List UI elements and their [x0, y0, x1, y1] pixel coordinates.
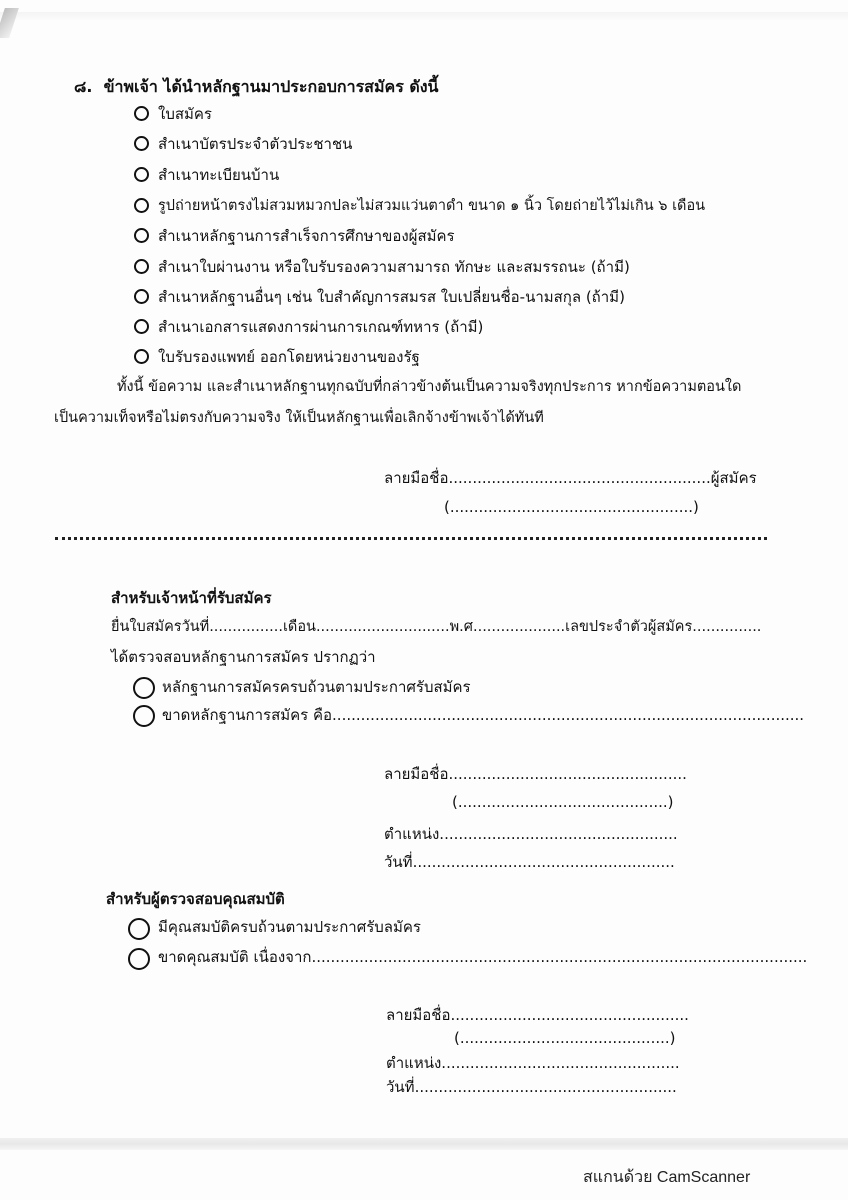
qualification-signature-field[interactable]: ลายมือชื่อ.................................................. [386, 1006, 689, 1024]
scan-top-edge [0, 12, 848, 20]
section-divider [55, 537, 767, 540]
qualification-position-field[interactable]: ตำแหน่ง.................................................. [386, 1054, 680, 1072]
radio-circle-icon[interactable] [134, 106, 149, 121]
officer-signature-field[interactable]: ลายมือชื่อ.................................................. [384, 765, 687, 783]
officer-name-field[interactable]: (............................................) [452, 793, 674, 811]
qualification-name-field[interactable]: (............................................) [454, 1029, 676, 1047]
qualification-option-label: มีคุณสมบัติครบถ้วนตามประกาศรับลมัคร [158, 918, 421, 936]
section8-item-label: ใบสมัคร [158, 105, 212, 123]
applicant-signature-field[interactable]: ลายมือชื่อ.......................................................ผู้สมัคร [384, 469, 757, 487]
scan-corner-shadow [0, 8, 19, 38]
radio-circle-icon[interactable] [133, 677, 155, 699]
qualification-option-label[interactable]: ขาดคุณสมบัติ เนื่องจาก........................................................................................................ [158, 948, 808, 966]
applicant-name-field[interactable]: (...................................................) [444, 498, 699, 516]
section8-title: ข้าพเจ้า ได้นำหลักฐานมาประกอบการสมัคร ดังนี้ [103, 77, 439, 96]
radio-circle-icon[interactable] [134, 136, 149, 151]
radio-circle-icon[interactable] [134, 198, 149, 213]
radio-circle-icon[interactable] [133, 705, 155, 727]
radio-circle-icon[interactable] [134, 228, 149, 243]
section8-heading [74, 77, 439, 97]
section8-item-label: สำเนาทะเบียนบ้าน [158, 166, 280, 184]
radio-circle-icon[interactable] [128, 918, 150, 940]
section8-item-label: ใบรับรองแพทย์ ออกโดยหน่วยงานของรัฐ [158, 348, 420, 366]
officer-submit-line[interactable]: ยื่นใบสมัครวันที่................เดือน.............................พ.ศ....................เลขประจำตัวผู้สมัคร............... [111, 619, 762, 635]
section8-item-label: รูปถ่ายหน้าตรงไม่สวมหมวกปละไม่สวมแว่นตาดำ ขนาด ๑ นิ้ว โดยถ่ายไว้ไม่เกิน ๖ เดือน [158, 198, 706, 214]
section8-item-label: สำเนาใบผ่านงาน หรือใบรับรองความสามารถ ทักษะ และสมรรถนะ (ถ้ามี) [158, 258, 630, 276]
section8-item-label: สำเนาหลักฐานการสำเร็จการศึกษาของผู้สมัคร [158, 227, 455, 245]
scan-bottom-edge [0, 1138, 848, 1150]
declaration-line-2: เป็นความเท็จหรือไม่ตรงกับความจริง ให้เป็นหลักฐานเพื่อเลิกจ้างข้าพเจ้าได้ทันที [54, 410, 544, 426]
radio-circle-icon[interactable] [134, 259, 149, 274]
officer-position-field[interactable]: ตำแหน่ง.................................................. [384, 825, 678, 843]
radio-circle-icon[interactable] [134, 167, 149, 182]
radio-circle-icon[interactable] [134, 319, 149, 334]
declaration-line-1: ทั้งนี้ ข้อความ และสำเนาหลักฐานทุกฉบับที่กล่าวข้างต้นเป็นความจริงทุกประการ หากข้อความตอนใด [117, 379, 742, 395]
officer-check-line: ได้ตรวจสอบหลักฐานการสมัคร ปรากฏว่า [111, 648, 376, 666]
radio-circle-icon[interactable] [128, 948, 150, 970]
section8-number: ๘. [74, 77, 93, 96]
section8-item-label: สำเนาบัตรประจำตัวประชาชน [158, 135, 353, 153]
radio-circle-icon[interactable] [134, 349, 149, 364]
qualification-heading: สำหรับผู้ตรวจสอบคุณสมบัติ [106, 890, 285, 908]
camscanner-watermark: สแกนด้วย CamScanner [583, 1169, 751, 1186]
officer-option-label: หลักฐานการสมัครครบถ้วนตามประกาศรับสมัคร [162, 678, 471, 696]
officer-heading: สำหรับเจ้าหน้าที่รับสมัคร [111, 589, 272, 607]
qualification-date-field[interactable]: วันที่....................................................... [386, 1078, 677, 1096]
section8-item-label: สำเนาหลักฐานอื่นๆ เช่น ใบสำคัญการสมรส ใบเปลี่ยนชื่อ-นามสกุล (ถ้ามี) [158, 288, 625, 306]
radio-circle-icon[interactable] [134, 289, 149, 304]
officer-date-field[interactable]: วันที่....................................................... [384, 853, 675, 871]
section8-item-label: สำเนาเอกสารแสดงการผ่านการเกณฑ์ทหาร (ถ้ามี) [158, 318, 484, 336]
officer-option-label[interactable]: ขาดหลักฐานการสมัคร คือ................................................................................................... [162, 706, 805, 724]
